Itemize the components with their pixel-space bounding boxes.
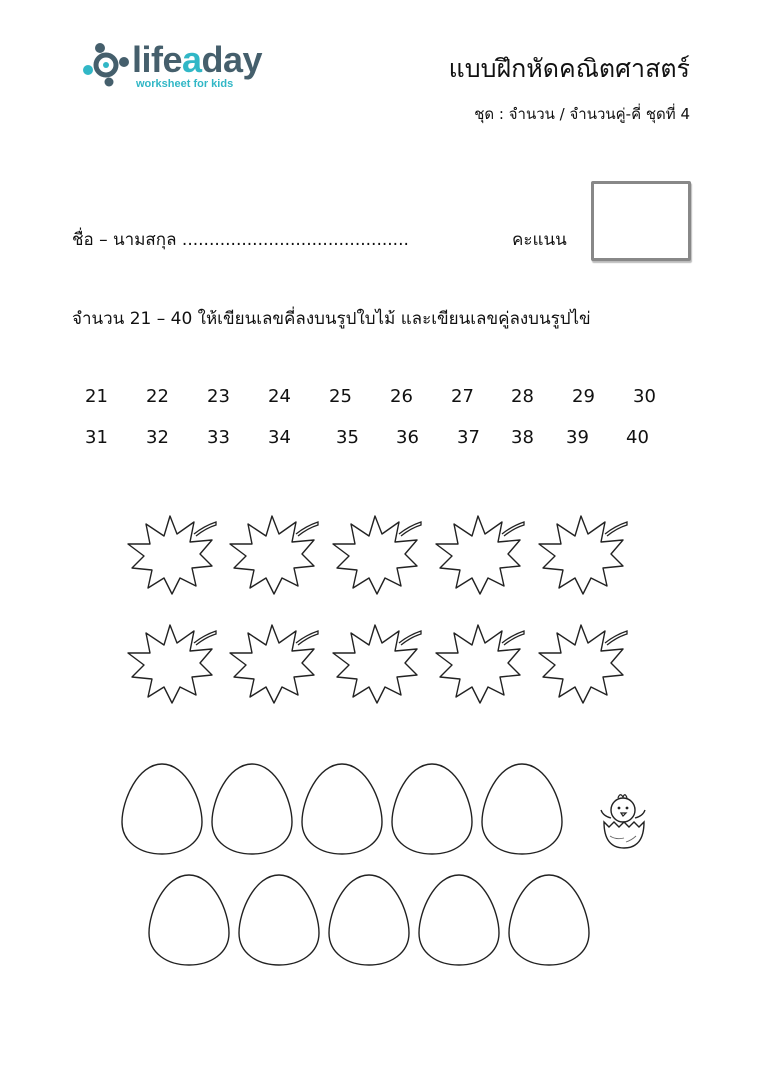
leaf-shape[interactable]: [120, 617, 220, 711]
egg-shape[interactable]: [390, 762, 474, 856]
number-item: 31: [85, 427, 108, 448]
egg-shape[interactable]: [480, 762, 564, 856]
number-item: 24: [268, 386, 291, 407]
logo-molecule-icon: [82, 40, 130, 88]
instruction-text: จำนวน 21 – 40 ให้เขียนเลขคี่ลงบนรูปใบไม้ และเขียนเลขคู่ลงบนรูปไข่: [72, 309, 591, 329]
number-item: 25: [329, 386, 352, 407]
number-item: 35: [336, 427, 359, 448]
score-label: คะแนน: [512, 230, 567, 250]
egg-shape[interactable]: [417, 873, 501, 967]
egg-shape[interactable]: [147, 873, 231, 967]
page-title: แบบฝึกหัดคณิตศาสตร์: [448, 54, 690, 83]
leaf-shape[interactable]: [531, 617, 631, 711]
logo-tagline: worksheet for kids: [136, 78, 234, 90]
student-name-field[interactable]: ชื่อ – นามสกุล ..........................................: [72, 230, 409, 250]
number-item: 40: [626, 427, 649, 448]
egg-shape[interactable]: [210, 762, 294, 856]
number-item: 36: [396, 427, 419, 448]
leaf-shape[interactable]: [120, 508, 220, 602]
page-subtitle: ชุด : จำนวน / จำนวนคู่-คี่ ชุดที่ 4: [474, 105, 690, 123]
leaf-shape[interactable]: [428, 508, 528, 602]
number-item: 26: [390, 386, 413, 407]
number-item: 34: [268, 427, 291, 448]
leaf-shape[interactable]: [222, 508, 322, 602]
leaf-shape[interactable]: [325, 508, 425, 602]
egg-shape[interactable]: [507, 873, 591, 967]
number-item: 38: [511, 427, 534, 448]
egg-shape[interactable]: [237, 873, 321, 967]
egg-shape[interactable]: [120, 762, 204, 856]
number-item: 22: [146, 386, 169, 407]
number-item: 27: [451, 386, 474, 407]
number-item: 23: [207, 386, 230, 407]
number-item: 21: [85, 386, 108, 407]
leaf-shape[interactable]: [325, 617, 425, 711]
egg-shape[interactable]: [300, 762, 384, 856]
chick-in-egg-icon: [596, 790, 652, 852]
leaf-shape[interactable]: [531, 508, 631, 602]
number-item: 37: [457, 427, 480, 448]
logo: [82, 38, 272, 94]
leaf-shape[interactable]: [428, 617, 528, 711]
number-item: 29: [572, 386, 595, 407]
number-item: 32: [146, 427, 169, 448]
number-item: 28: [511, 386, 534, 407]
number-item: 39: [566, 427, 589, 448]
score-box[interactable]: [591, 181, 691, 261]
leaf-shape[interactable]: [222, 617, 322, 711]
egg-shape[interactable]: [327, 873, 411, 967]
number-item: 30: [633, 386, 656, 407]
number-item: 33: [207, 427, 230, 448]
logo-wordmark: lifeaday: [132, 39, 263, 80]
